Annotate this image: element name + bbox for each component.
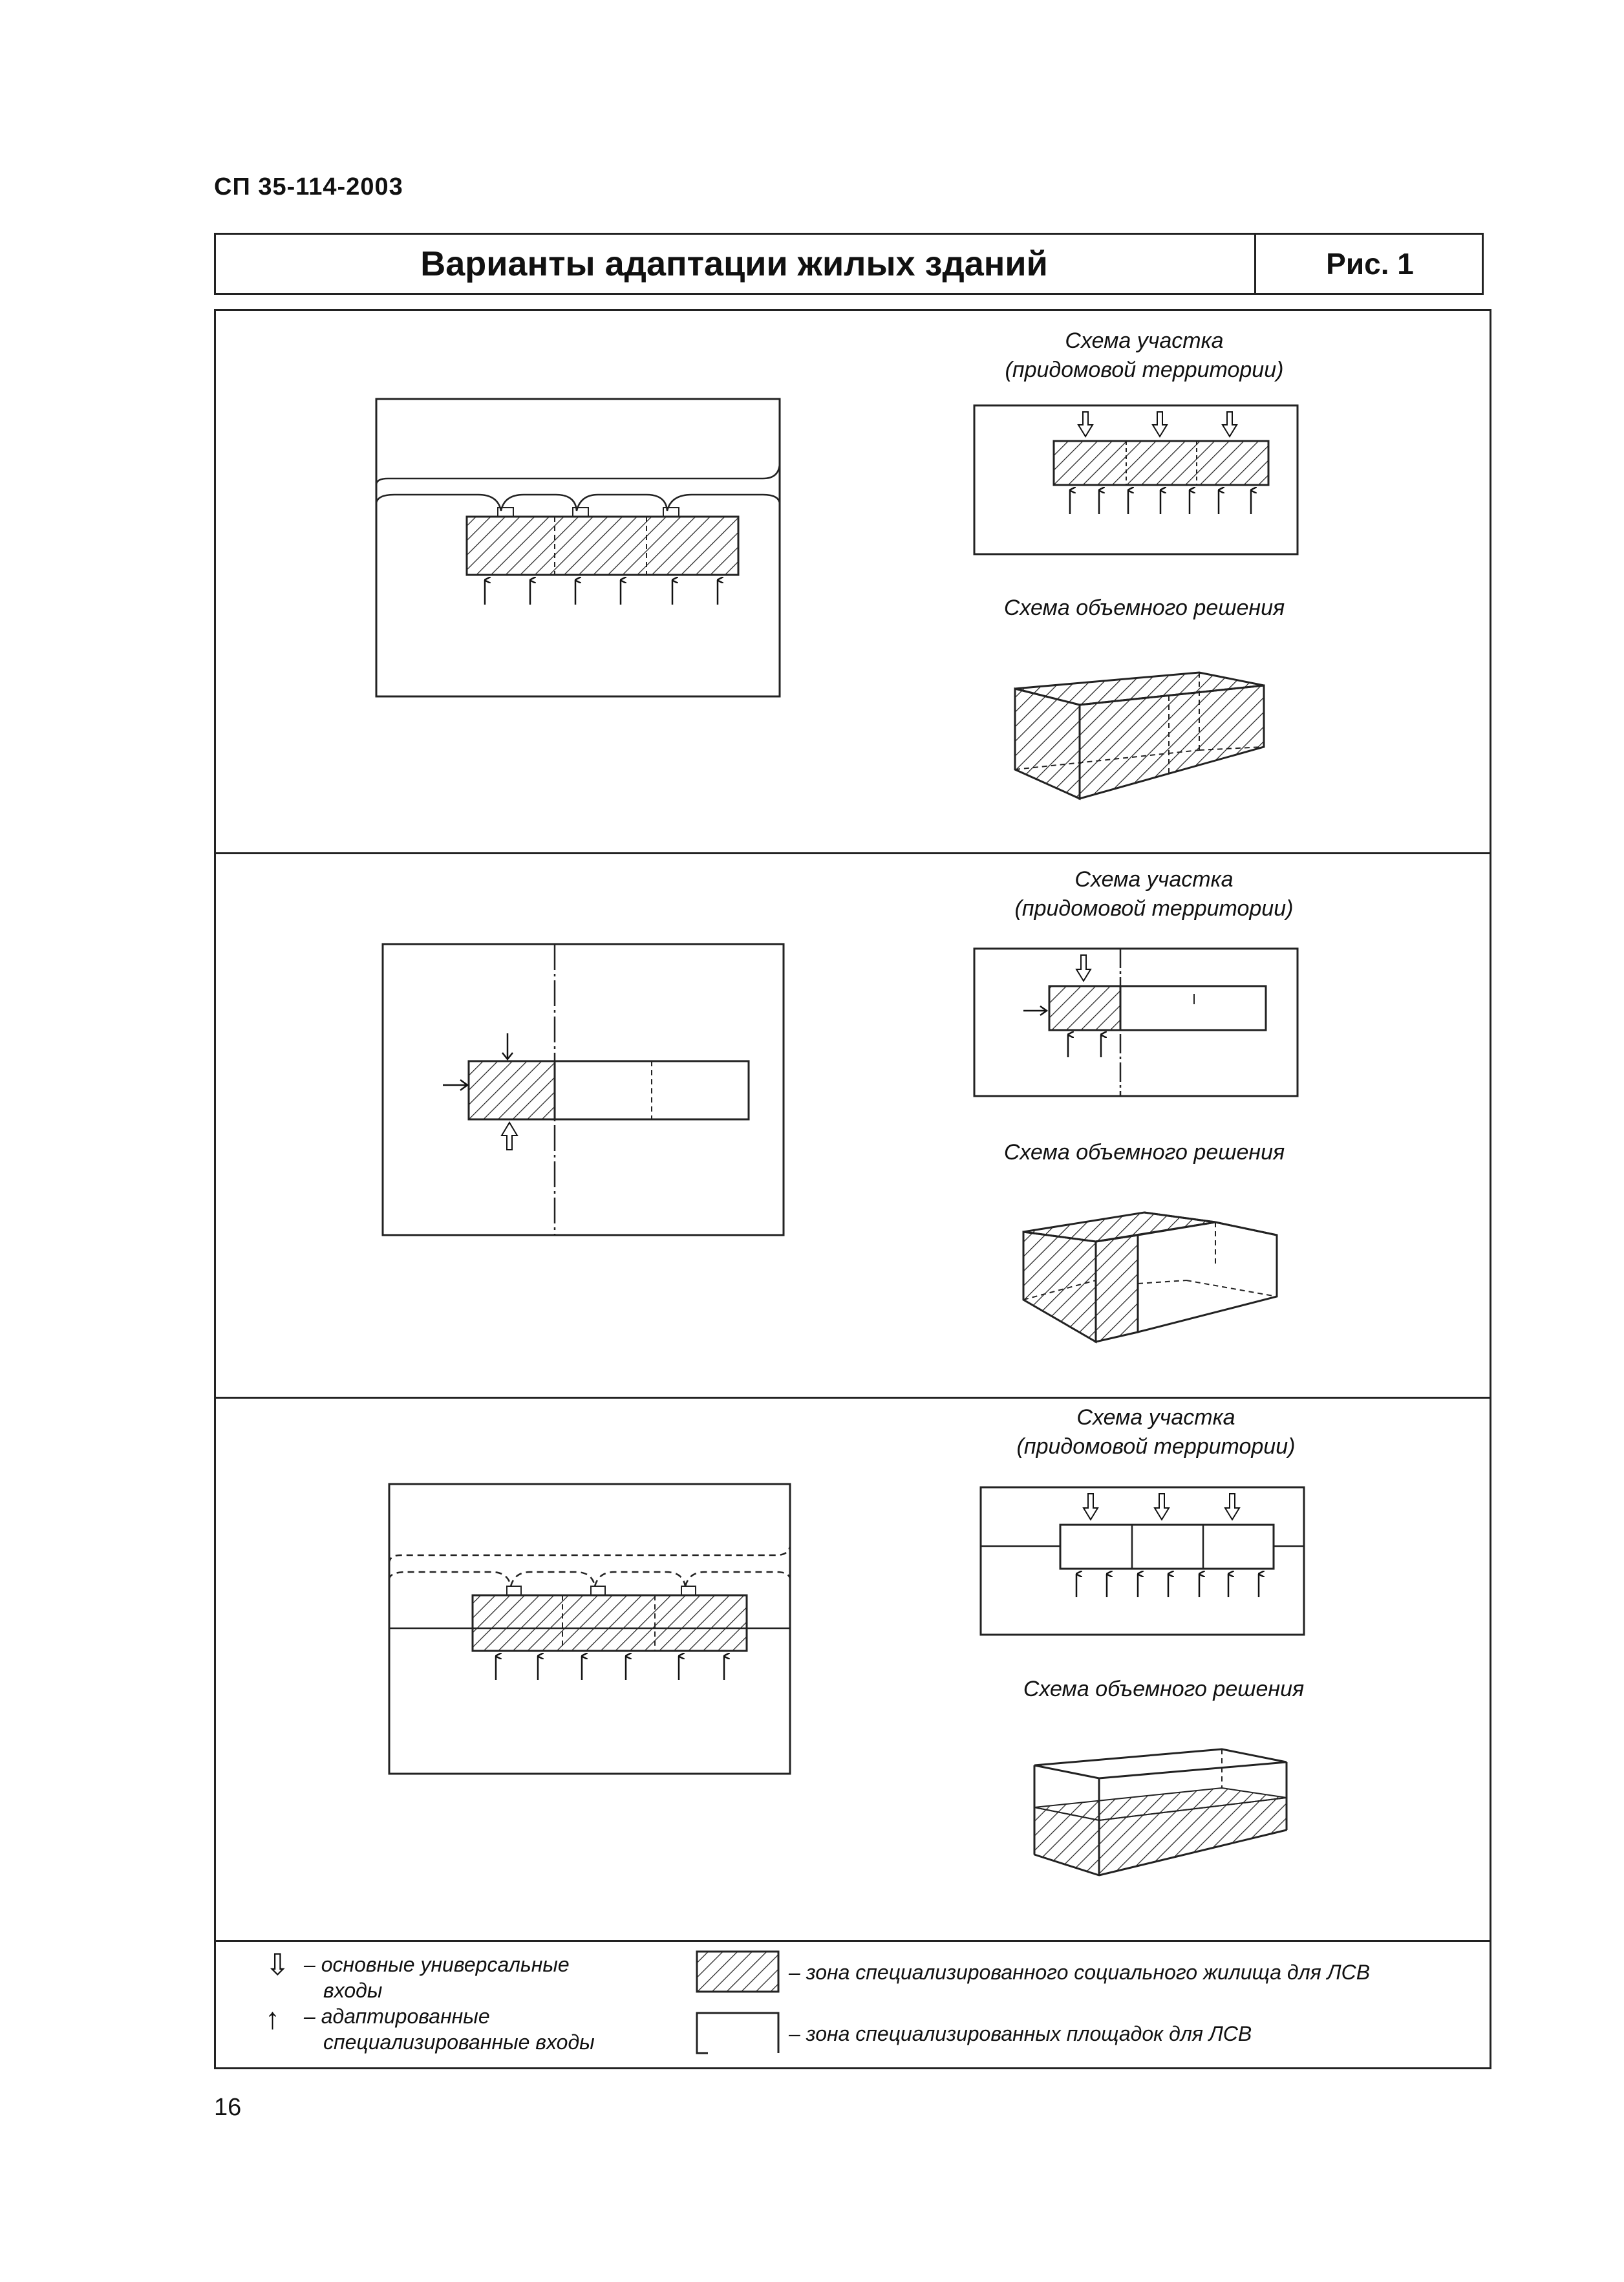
section-divider-2 xyxy=(214,1397,1491,1399)
empty-zone-legend-swatch xyxy=(695,2011,782,2056)
legend-divider xyxy=(214,1940,1491,1942)
section-3-site-caption-line2: (придомовой территории) xyxy=(1016,1434,1296,1459)
section-2-site-caption-line1: Схема участка xyxy=(1074,867,1234,892)
section-1-site-caption-line1: Схема участка xyxy=(1065,328,1224,353)
section-1-site-caption-line2: (придомовой территории) xyxy=(1005,358,1284,382)
section-3-site-caption-line1: Схема участка xyxy=(1076,1405,1235,1430)
section-2-site-scheme xyxy=(973,947,1303,1103)
section-1-volume-scheme xyxy=(1009,660,1280,815)
section-divider-1 xyxy=(214,852,1491,854)
main-entrance-legend-line2: входы xyxy=(323,1979,383,2002)
section-1-site-scheme xyxy=(973,404,1303,559)
section-2-volume-scheme xyxy=(1018,1203,1290,1358)
section-3-plan-diagram xyxy=(388,1483,802,1780)
housing-zone-legend-text: – зона специализированного социального жилища для ЛСВ xyxy=(789,1961,1371,1984)
page-number: 16 xyxy=(214,2094,242,2121)
adapted-entrance-legend-line2: специализированные входы xyxy=(323,2030,595,2054)
section-3-volume-caption: Схема объемного решения xyxy=(1023,1677,1305,1701)
hatched-zone-legend-swatch xyxy=(695,1950,782,1995)
figure-label: Рис. 1 xyxy=(1326,247,1414,281)
section-2-volume-caption: Схема объемного решения xyxy=(1003,1140,1285,1165)
figure-title: Варианты адаптации жилых зданий xyxy=(420,244,1048,283)
section-1-volume-caption: Схема объемного решения xyxy=(1003,596,1285,620)
section-2-site-caption-line2: (придомовой территории) xyxy=(1014,896,1294,921)
section-2-plan-diagram xyxy=(381,943,795,1240)
main-entrance-legend-line1: – основные универсальные xyxy=(304,1953,570,1976)
document-code: СП 35-114-2003 xyxy=(214,173,403,200)
section-3-volume-scheme xyxy=(1028,1739,1299,1895)
platforms-zone-legend-text: – зона специализированных площадок для ЛСВ xyxy=(789,2022,1252,2045)
main-entrance-legend-icon: ⇩ xyxy=(265,1948,290,1981)
adapted-entrance-legend-line1: – адаптированные xyxy=(304,2005,490,2028)
adapted-entrance-legend-icon: ↑ xyxy=(265,2001,280,2035)
section-3-site-scheme xyxy=(979,1486,1309,1641)
section-1-plan-diagram xyxy=(375,398,789,702)
